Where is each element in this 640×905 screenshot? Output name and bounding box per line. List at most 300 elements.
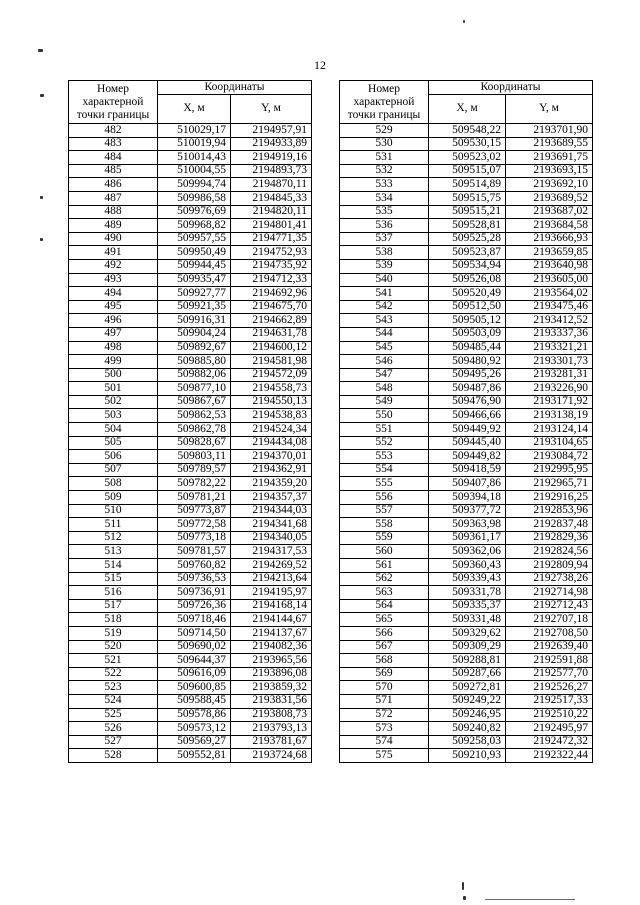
table-row xyxy=(69,518,312,532)
y-coordinate-cell: 2193475,46 xyxy=(506,300,593,314)
point-number-cell: 528 xyxy=(69,749,158,763)
table-row xyxy=(340,559,593,573)
x-coordinate-cell: 509377,72 xyxy=(429,504,506,518)
table-row xyxy=(69,137,312,151)
y-coordinate-cell: 2193321,21 xyxy=(506,341,593,355)
point-number-cell: 530 xyxy=(340,137,429,151)
x-coordinate-cell: 509935,47 xyxy=(158,273,231,287)
point-number-cell: 556 xyxy=(340,491,429,505)
x-coordinate-cell: 509335,37 xyxy=(429,599,506,613)
point-number-cell: 542 xyxy=(340,300,429,314)
table-row xyxy=(340,232,593,246)
x-coordinate-cell: 509526,08 xyxy=(429,273,506,287)
point-number-cell: 544 xyxy=(340,327,429,341)
y-coordinate-cell: 2194957,91 xyxy=(231,124,312,138)
table-row xyxy=(69,599,312,613)
table-row xyxy=(340,735,593,749)
x-coordinate-cell: 509272,81 xyxy=(429,681,506,695)
coordinates-table-right xyxy=(339,80,593,763)
y-coordinate-cell: 2192853,96 xyxy=(506,504,593,518)
point-number-cell: 504 xyxy=(69,423,158,437)
point-number-cell: 494 xyxy=(69,287,158,301)
y-coordinate-cell: 2193859,32 xyxy=(231,681,312,695)
x-coordinate-cell: 509445,40 xyxy=(429,436,506,450)
point-number-cell: 489 xyxy=(69,219,158,233)
point-number-cell: 487 xyxy=(69,191,158,205)
point-number-cell: 564 xyxy=(340,599,429,613)
y-coordinate-cell: 2194213,64 xyxy=(231,572,312,586)
point-number-cell: 538 xyxy=(340,246,429,260)
y-coordinate-cell: 2194317,53 xyxy=(231,545,312,559)
x-column-header: X, м xyxy=(429,95,506,124)
table-row xyxy=(340,246,593,260)
table-row xyxy=(340,613,593,627)
x-coordinate-cell: 509331,48 xyxy=(429,613,506,627)
point-number-cell: 575 xyxy=(340,749,429,763)
x-coordinate-cell: 509781,57 xyxy=(158,545,231,559)
y-coordinate-cell: 2193684,58 xyxy=(506,219,593,233)
point-number-cell: 567 xyxy=(340,640,429,654)
x-coordinate-cell: 509736,91 xyxy=(158,586,231,600)
x-coordinate-cell: 510019,94 xyxy=(158,137,231,151)
table-row xyxy=(340,626,593,640)
y-coordinate-cell: 2194434,08 xyxy=(231,436,312,450)
table-row xyxy=(69,708,312,722)
x-coordinate-cell: 509760,82 xyxy=(158,559,231,573)
x-coordinate-cell: 509552,81 xyxy=(158,749,231,763)
coordinates-table-right-body xyxy=(340,124,593,763)
point-number-cell: 560 xyxy=(340,545,429,559)
y-coordinate-cell: 2193693,15 xyxy=(506,164,593,178)
table-row xyxy=(340,219,593,233)
point-number-cell: 573 xyxy=(340,722,429,736)
y-coordinate-cell: 2192322,44 xyxy=(506,749,593,763)
y-coordinate-cell: 2193724,68 xyxy=(231,749,312,763)
table-row xyxy=(69,164,312,178)
y-coordinate-cell: 2194581,98 xyxy=(231,355,312,369)
x-coordinate-cell: 509921,35 xyxy=(158,300,231,314)
x-coordinate-cell: 509210,93 xyxy=(429,749,506,763)
table-row xyxy=(340,368,593,382)
point-number-cell: 555 xyxy=(340,477,429,491)
scan-mark xyxy=(40,94,44,97)
y-coordinate-cell: 2194675,70 xyxy=(231,300,312,314)
point-number-cell: 562 xyxy=(340,572,429,586)
table-row xyxy=(340,640,593,654)
x-coordinate-cell: 509288,81 xyxy=(429,654,506,668)
point-number-cell: 485 xyxy=(69,164,158,178)
table-row xyxy=(340,531,593,545)
y-coordinate-cell: 2194524,34 xyxy=(231,423,312,437)
point-number-cell: 549 xyxy=(340,395,429,409)
point-number-cell: 525 xyxy=(69,708,158,722)
y-coordinate-cell: 2194712,33 xyxy=(231,273,312,287)
y-coordinate-cell: 2194357,37 xyxy=(231,491,312,505)
y-coordinate-cell: 2194933,89 xyxy=(231,137,312,151)
table-row xyxy=(340,273,593,287)
y-coordinate-cell: 2194631,78 xyxy=(231,327,312,341)
y-coordinate-cell: 2194558,73 xyxy=(231,382,312,396)
point-number-cell: 505 xyxy=(69,436,158,450)
coordinates-table-left-body xyxy=(69,124,312,763)
y-coordinate-cell: 2194340,05 xyxy=(231,531,312,545)
table-row xyxy=(69,749,312,763)
point-number-cell: 524 xyxy=(69,694,158,708)
table-row xyxy=(69,219,312,233)
x-coordinate-cell: 509600,85 xyxy=(158,681,231,695)
point-number-cell: 541 xyxy=(340,287,429,301)
y-coordinate-cell: 2192829,36 xyxy=(506,531,593,545)
y-coordinate-cell: 2193691,75 xyxy=(506,151,593,165)
y-coordinate-cell: 2194359,20 xyxy=(231,477,312,491)
point-number-cell: 563 xyxy=(340,586,429,600)
table-row xyxy=(69,463,312,477)
point-number-cell: 565 xyxy=(340,613,429,627)
point-number-cell: 539 xyxy=(340,259,429,273)
table-row xyxy=(340,708,593,722)
coordinates-table-left xyxy=(68,80,312,763)
point-number-cell: 498 xyxy=(69,341,158,355)
y-coordinate-cell: 2194771,35 xyxy=(231,232,312,246)
point-number-cell: 529 xyxy=(340,124,429,138)
table-row xyxy=(340,586,593,600)
x-coordinate-cell: 509246,95 xyxy=(429,708,506,722)
point-number-cell: 510 xyxy=(69,504,158,518)
table-row xyxy=(340,287,593,301)
table-row xyxy=(340,151,593,165)
table-row xyxy=(340,178,593,192)
y-coordinate-cell: 2193564,02 xyxy=(506,287,593,301)
x-coordinate-cell: 509773,18 xyxy=(158,531,231,545)
point-number-cell: 546 xyxy=(340,355,429,369)
y-coordinate-cell: 2192510,22 xyxy=(506,708,593,722)
table-row xyxy=(69,259,312,273)
y-coordinate-cell: 2192708,50 xyxy=(506,626,593,640)
point-number-cell: 514 xyxy=(69,559,158,573)
y-coordinate-cell: 2193301,73 xyxy=(506,355,593,369)
table-row xyxy=(340,722,593,736)
point-number-cell: 526 xyxy=(69,722,158,736)
x-coordinate-cell: 509394,18 xyxy=(429,491,506,505)
x-coordinate-cell: 509976,69 xyxy=(158,205,231,219)
y-coordinate-cell: 2192965,71 xyxy=(506,477,593,491)
point-number-cell: 532 xyxy=(340,164,429,178)
x-coordinate-cell: 509892,67 xyxy=(158,341,231,355)
y-coordinate-cell: 2192916,25 xyxy=(506,491,593,505)
x-coordinate-cell: 509736,53 xyxy=(158,572,231,586)
x-coordinate-cell: 510014,43 xyxy=(158,151,231,165)
table-row xyxy=(340,504,593,518)
x-coordinate-cell: 509514,89 xyxy=(429,178,506,192)
y-coordinate-cell: 2194344,03 xyxy=(231,504,312,518)
x-coordinate-cell: 509862,53 xyxy=(158,409,231,423)
x-coordinate-cell: 510004,55 xyxy=(158,164,231,178)
point-number-cell: 533 xyxy=(340,178,429,192)
table-row xyxy=(69,681,312,695)
y-coordinate-cell: 2193124,14 xyxy=(506,423,593,437)
y-coordinate-cell: 2192591,88 xyxy=(506,654,593,668)
x-coordinate-cell: 509773,87 xyxy=(158,504,231,518)
x-coordinate-cell: 509363,98 xyxy=(429,518,506,532)
y-coordinate-cell: 2194893,73 xyxy=(231,164,312,178)
point-number-cell: 527 xyxy=(69,735,158,749)
point-number-cell: 570 xyxy=(340,681,429,695)
x-coordinate-cell: 509573,12 xyxy=(158,722,231,736)
x-coordinate-cell: 509968,82 xyxy=(158,219,231,233)
x-coordinate-cell: 509249,22 xyxy=(429,694,506,708)
x-coordinate-cell: 509578,86 xyxy=(158,708,231,722)
point-number-cell: 495 xyxy=(69,300,158,314)
y-coordinate-cell: 2193965,56 xyxy=(231,654,312,668)
point-number-cell: 536 xyxy=(340,219,429,233)
table-row xyxy=(340,681,593,695)
table-row xyxy=(69,327,312,341)
table-row xyxy=(340,749,593,763)
y-coordinate-cell: 2194919,16 xyxy=(231,151,312,165)
y-coordinate-cell: 2193281,31 xyxy=(506,368,593,382)
point-number-cell: 500 xyxy=(69,368,158,382)
y-coordinate-cell: 2192639,40 xyxy=(506,640,593,654)
table-row xyxy=(69,246,312,260)
y-coordinate-cell: 2193689,52 xyxy=(506,191,593,205)
x-coordinate-cell: 509258,03 xyxy=(429,735,506,749)
scan-mark xyxy=(485,899,575,900)
y-coordinate-cell: 2193689,55 xyxy=(506,137,593,151)
point-number-cell: 508 xyxy=(69,477,158,491)
point-number-cell: 543 xyxy=(340,314,429,328)
table-row xyxy=(69,341,312,355)
point-number-cell: 522 xyxy=(69,667,158,681)
point-number-cell: 512 xyxy=(69,531,158,545)
y-coordinate-cell: 2192707,18 xyxy=(506,613,593,627)
table-row xyxy=(69,423,312,437)
point-number-cell: 497 xyxy=(69,327,158,341)
table-row xyxy=(69,151,312,165)
y-coordinate-cell: 2193337,36 xyxy=(506,327,593,341)
x-coordinate-cell: 509927,77 xyxy=(158,287,231,301)
x-coordinate-cell: 509515,07 xyxy=(429,164,506,178)
x-coordinate-cell: 509781,21 xyxy=(158,491,231,505)
point-number-cell: 540 xyxy=(340,273,429,287)
point-number-cell: 519 xyxy=(69,626,158,640)
y-coordinate-cell: 2193226,90 xyxy=(506,382,593,396)
table-row xyxy=(340,423,593,437)
x-coordinate-cell: 509240,82 xyxy=(429,722,506,736)
table-row xyxy=(340,463,593,477)
coordinates-header: Координаты xyxy=(429,81,593,95)
y-coordinate-cell: 2193781,67 xyxy=(231,735,312,749)
table-row xyxy=(340,300,593,314)
point-number-header: Номер характерной точки границы xyxy=(340,81,429,124)
table-row xyxy=(69,395,312,409)
x-coordinate-cell: 509287,66 xyxy=(429,667,506,681)
x-coordinate-cell: 509466,66 xyxy=(429,409,506,423)
y-coordinate-cell: 2194370,01 xyxy=(231,450,312,464)
point-number-cell: 511 xyxy=(69,518,158,532)
point-number-cell: 515 xyxy=(69,572,158,586)
scan-mark xyxy=(462,882,464,890)
table-row xyxy=(340,518,593,532)
y-coordinate-cell: 2194845,33 xyxy=(231,191,312,205)
x-coordinate-cell: 509994,74 xyxy=(158,178,231,192)
table-row xyxy=(69,355,312,369)
point-number-cell: 572 xyxy=(340,708,429,722)
point-number-cell: 545 xyxy=(340,341,429,355)
x-coordinate-cell: 509485,44 xyxy=(429,341,506,355)
point-number-cell: 517 xyxy=(69,599,158,613)
x-coordinate-cell: 509480,92 xyxy=(429,355,506,369)
x-coordinate-cell: 509862,78 xyxy=(158,423,231,437)
x-coordinate-cell: 509515,21 xyxy=(429,205,506,219)
table-row xyxy=(340,491,593,505)
table-row xyxy=(69,694,312,708)
table-row xyxy=(69,300,312,314)
y-coordinate-cell: 2194870,11 xyxy=(231,178,312,192)
y-coordinate-cell: 2193692,10 xyxy=(506,178,593,192)
point-number-cell: 506 xyxy=(69,450,158,464)
x-coordinate-cell: 509523,02 xyxy=(429,151,506,165)
y-coordinate-cell: 2194195,97 xyxy=(231,586,312,600)
table-row xyxy=(69,586,312,600)
table-row xyxy=(69,504,312,518)
x-coordinate-cell: 509407,86 xyxy=(429,477,506,491)
table-row xyxy=(69,626,312,640)
y-coordinate-cell: 2194538,83 xyxy=(231,409,312,423)
y-coordinate-cell: 2194144,67 xyxy=(231,613,312,627)
x-coordinate-cell: 509548,22 xyxy=(429,124,506,138)
table-row xyxy=(340,395,593,409)
y-coordinate-cell: 2193687,02 xyxy=(506,205,593,219)
y-coordinate-cell: 2192577,70 xyxy=(506,667,593,681)
x-coordinate-cell: 510029,17 xyxy=(158,124,231,138)
table-row xyxy=(340,124,593,138)
y-coordinate-cell: 2193104,65 xyxy=(506,436,593,450)
x-coordinate-cell: 509944,45 xyxy=(158,259,231,273)
y-coordinate-cell: 2194662,89 xyxy=(231,314,312,328)
table-row xyxy=(69,382,312,396)
table-row xyxy=(340,382,593,396)
x-coordinate-cell: 509503,09 xyxy=(429,327,506,341)
point-number-cell: 509 xyxy=(69,491,158,505)
point-number-cell: 561 xyxy=(340,559,429,573)
y-coordinate-cell: 2194550,13 xyxy=(231,395,312,409)
x-coordinate-cell: 509782,22 xyxy=(158,477,231,491)
point-number-cell: 483 xyxy=(69,137,158,151)
x-coordinate-cell: 509329,62 xyxy=(429,626,506,640)
y-coordinate-cell: 2192824,56 xyxy=(506,545,593,559)
point-number-cell: 550 xyxy=(340,409,429,423)
x-coordinate-cell: 509476,90 xyxy=(429,395,506,409)
x-coordinate-cell: 509986,58 xyxy=(158,191,231,205)
point-number-cell: 502 xyxy=(69,395,158,409)
table-row xyxy=(69,178,312,192)
y-coordinate-cell: 2192495,97 xyxy=(506,722,593,736)
x-coordinate-cell: 509530,15 xyxy=(429,137,506,151)
point-number-cell: 535 xyxy=(340,205,429,219)
y-coordinate-cell: 2192712,43 xyxy=(506,599,593,613)
y-coordinate-cell: 2194082,36 xyxy=(231,640,312,654)
y-coordinate-cell: 2193412,52 xyxy=(506,314,593,328)
y-coordinate-cell: 2194820,11 xyxy=(231,205,312,219)
coordinates-header: Координаты xyxy=(158,81,312,95)
table-row xyxy=(69,735,312,749)
x-coordinate-cell: 509449,82 xyxy=(429,450,506,464)
x-coordinate-cell: 509772,58 xyxy=(158,518,231,532)
scan-mark xyxy=(463,896,466,900)
table-row xyxy=(69,640,312,654)
table-row xyxy=(340,164,593,178)
x-column-header: X, м xyxy=(158,95,231,124)
table-row xyxy=(340,436,593,450)
x-coordinate-cell: 509644,37 xyxy=(158,654,231,668)
x-coordinate-cell: 509569,27 xyxy=(158,735,231,749)
y-coordinate-cell: 2194168,14 xyxy=(231,599,312,613)
point-number-cell: 569 xyxy=(340,667,429,681)
x-coordinate-cell: 509726,36 xyxy=(158,599,231,613)
table-row xyxy=(69,436,312,450)
x-coordinate-cell: 509828,67 xyxy=(158,436,231,450)
x-coordinate-cell: 509882,06 xyxy=(158,368,231,382)
table-row xyxy=(340,694,593,708)
table-row xyxy=(69,409,312,423)
point-number-cell: 547 xyxy=(340,368,429,382)
table-row xyxy=(340,137,593,151)
y-column-header: Y, м xyxy=(506,95,593,124)
y-coordinate-cell: 2194735,92 xyxy=(231,259,312,273)
x-coordinate-cell: 509950,49 xyxy=(158,246,231,260)
table-row xyxy=(340,477,593,491)
table-row xyxy=(69,654,312,668)
table-row xyxy=(69,667,312,681)
y-coordinate-cell: 2193084,72 xyxy=(506,450,593,464)
y-coordinate-cell: 2193793,13 xyxy=(231,722,312,736)
point-number-cell: 496 xyxy=(69,314,158,328)
y-coordinate-cell: 2192809,94 xyxy=(506,559,593,573)
y-coordinate-cell: 2194269,52 xyxy=(231,559,312,573)
table-row xyxy=(69,287,312,301)
y-coordinate-cell: 2192714,98 xyxy=(506,586,593,600)
point-number-cell: 518 xyxy=(69,613,158,627)
y-coordinate-cell: 2192837,48 xyxy=(506,518,593,532)
x-coordinate-cell: 509877,10 xyxy=(158,382,231,396)
y-coordinate-cell: 2192472,32 xyxy=(506,735,593,749)
table-row xyxy=(69,124,312,138)
table-row xyxy=(69,572,312,586)
y-coordinate-cell: 2193896,08 xyxy=(231,667,312,681)
point-number-cell: 554 xyxy=(340,463,429,477)
x-coordinate-cell: 509867,67 xyxy=(158,395,231,409)
point-number-cell: 499 xyxy=(69,355,158,369)
point-number-cell: 537 xyxy=(340,232,429,246)
x-coordinate-cell: 509885,80 xyxy=(158,355,231,369)
table-row xyxy=(340,191,593,205)
y-coordinate-cell: 2193171,92 xyxy=(506,395,593,409)
y-coordinate-cell: 2192526,27 xyxy=(506,681,593,695)
table-row xyxy=(69,368,312,382)
point-number-cell: 571 xyxy=(340,694,429,708)
point-number-cell: 557 xyxy=(340,504,429,518)
scan-mark xyxy=(463,20,465,23)
y-coordinate-cell: 2193138,19 xyxy=(506,409,593,423)
y-coordinate-cell: 2194600,12 xyxy=(231,341,312,355)
point-number-cell: 482 xyxy=(69,124,158,138)
table-row xyxy=(69,314,312,328)
point-number-cell: 490 xyxy=(69,232,158,246)
point-number-cell: 484 xyxy=(69,151,158,165)
table-row xyxy=(69,191,312,205)
point-number-cell: 513 xyxy=(69,545,158,559)
x-coordinate-cell: 509339,43 xyxy=(429,572,506,586)
